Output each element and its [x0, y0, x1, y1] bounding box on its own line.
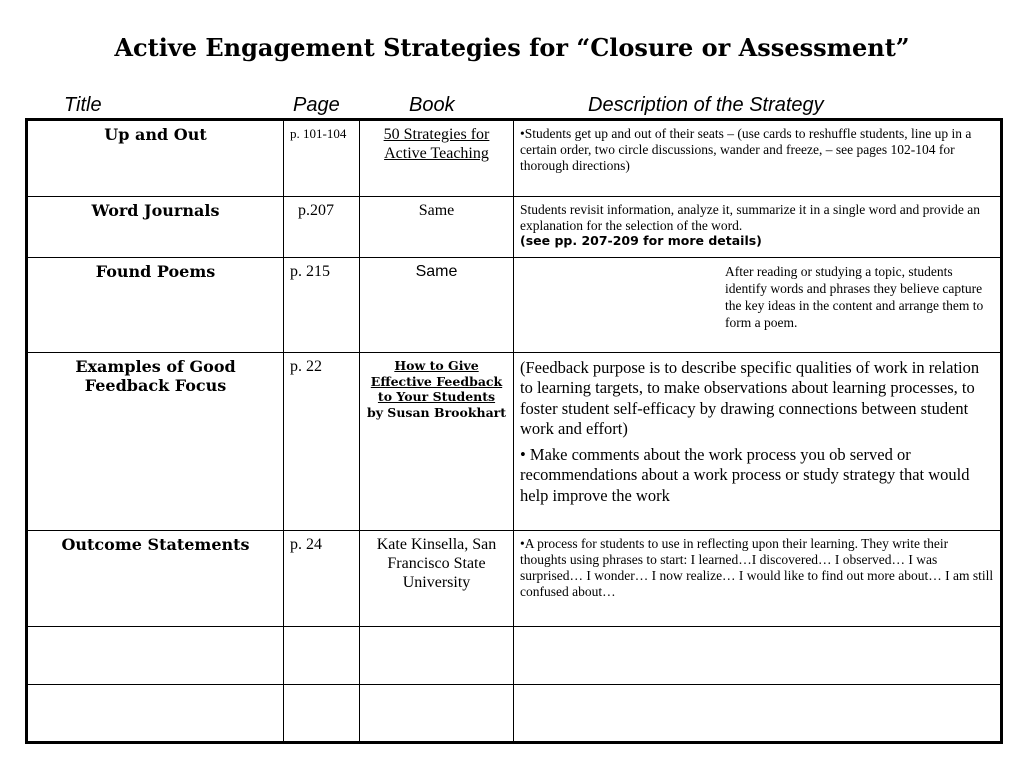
empty-cell: [514, 627, 1002, 685]
column-header-page: Page: [293, 94, 340, 116]
empty-cell: [27, 627, 284, 685]
table-row: [27, 531, 1002, 627]
empty-cell: [284, 627, 360, 685]
strategy-description: •Students get up and out of their seats – (use cards to reshuffle students, line up in a certain order, two circle discussions, wander and freeze, – see pages 102-104 for thorough directions): [514, 120, 1002, 197]
strategy-description: After reading or studying a topic, students identify words and phrases they believe capture the key ideas in the content and arrange them to form a poem.: [725, 264, 984, 331]
page-reference: p.207: [284, 197, 360, 258]
book-cell: [360, 120, 514, 197]
column-header-description: Description of the Strategy: [588, 94, 824, 116]
table-row: [27, 627, 1002, 685]
strategy-title: Up and Out: [27, 120, 284, 197]
strategy-title: Examples of Good Feedback Focus: [27, 353, 284, 531]
empty-cell: [27, 685, 284, 743]
page-reference: p. 22: [284, 353, 360, 531]
book-title: Kate Kinsella, San Francisco State University: [360, 531, 514, 627]
strategy-description-note: (see pp. 207-209 for more details): [520, 232, 762, 248]
table-row: [27, 353, 1002, 531]
book-author: by Susan Brookhart: [366, 404, 507, 420]
strategy-title: Outcome Statements: [27, 531, 284, 627]
table-row: [27, 258, 1002, 353]
table-row: [27, 685, 1002, 743]
table-row: [27, 197, 1002, 258]
column-header-book: Book: [409, 94, 455, 116]
table-row: [27, 120, 1002, 197]
page-reference: p. 215: [284, 258, 360, 353]
strategy-description-bullet: • Make comments about the work process you ob served or recommendations about a work process or study strategy that would help improve the work: [520, 444, 970, 505]
strategy-title: Found Poems: [27, 258, 284, 353]
empty-cell: [360, 685, 514, 743]
strategy-title: Word Journals: [27, 197, 284, 258]
book-title: Same: [360, 258, 514, 353]
page-reference: p. 24: [284, 531, 360, 627]
book-title: 50 Strategies for Active Teaching: [383, 126, 490, 162]
page-reference: p. 101-104: [284, 120, 360, 197]
page-title: Active Engagement Strategies for “Closure or Assessment”: [114, 33, 910, 62]
column-header-title: Title: [64, 94, 102, 116]
strategy-description: Students revisit information, analyze it, summarize it in a single word and provide an explanation for the selection of the word.: [520, 202, 981, 233]
book-title: Same: [360, 197, 514, 258]
strategy-description-cell: [514, 258, 1002, 353]
empty-cell: [284, 685, 360, 743]
strategy-description-cell: [514, 353, 1002, 531]
strategy-description-cell: [514, 197, 1002, 258]
empty-cell: [360, 627, 514, 685]
strategies-table: [25, 118, 1003, 744]
book-title: How to Give Effective Feedback to Your Students: [370, 358, 503, 405]
strategy-description: (Feedback purpose is to describe specific qualities of work in relation to learning targets, to make observations about learning processes, to foster student self-efficacy by drawing connections between student work and effort): [520, 358, 980, 439]
strategy-description: •A process for students to use in reflecting upon their learning. They write their thoughts using phrases to start: I learned…I discovered… I observed… I was surprised… I wonder… I now realize… I would like to find out more about… I am still confused about…: [514, 531, 1002, 627]
empty-cell: [514, 685, 1002, 743]
book-cell: [360, 353, 514, 531]
